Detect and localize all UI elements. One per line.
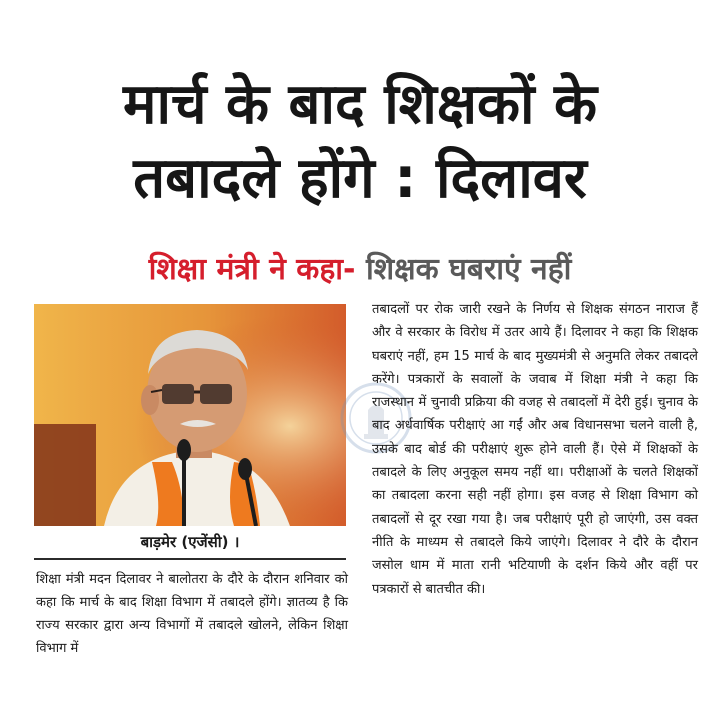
article-body-right-column: तबादलों पर रोक जारी रखने के निर्णय से शिक्षक संगठन नाराज हैं और वे सरकार के विरोध में उतर आये हैं। दिलावर ने कहा कि शिक्षक घबराएं नहीं, हम 15 मार्च के बाद मुख्यमंत्री से अनुमति लेकर तबादले करेंगे। पत्रकारों के सवालों के जवाब में शिक्षा मंत्री ने कहा कि राजस्थान में चुनावी प्रक्रिया की वजह से तबादलों में देरी हुई। चुनाव के बाद अर्धवार्षिक परीक्षाएं आ गईं और अब विधानसभा चलने वाली है, उसके बाद बोर्ड की परीक्षाएं शुरू होने वाली हैं। ऐसे में शिक्षकों के तबादले के लिए अनुकूल समय नहीं था। परीक्षाओं के चलते शिक्षकों का तबादला करना सही नहीं होगा। इस वजह से शिक्षा विभाग को तबादलों से दूर रखा गया है। जब परीक्षाएं पूरी हो जाएंगी, उस वक्त नीति के माध्यम से तबादले किये जाएंगे। दिलावर ने दौरे के दौरान जसोल धाम में माता रानी भटियाणी के दर्शन किये और वहीं पर पत्रकारों से बातचीत की।: [372, 302, 698, 597]
minister-photo-illustration: [34, 304, 346, 526]
dateline: बाड़मेर (एजेंसी) ।: [140, 533, 240, 551]
subheadline: [0, 250, 720, 290]
article-body-left-column: शिक्षा मंत्री मदन दिलावर ने बालोतरा के दौरे के दौरान शनिवार को कहा कि मार्च के बाद शिक्षा विभाग में तबादले होंगे। ज्ञातव्य है कि राज्य सरकार द्वारा अन्य विभागों में तबादले खोलने, लेकिन शिक्षा विभाग में: [36, 572, 348, 656]
headline-line-2: तबादले होंगे : दिलावर: [133, 146, 587, 211]
subheadline-quote: शिक्षक घबराएं नहीं: [365, 252, 572, 287]
news-photo: [34, 304, 346, 526]
headline: [0, 68, 720, 216]
headline-line-1: मार्च के बाद शिक्षकों के: [122, 72, 598, 137]
subheadline-quote-attribution: शिक्षा मंत्री ने कहा-: [148, 252, 356, 287]
divider-rule: [34, 558, 346, 560]
